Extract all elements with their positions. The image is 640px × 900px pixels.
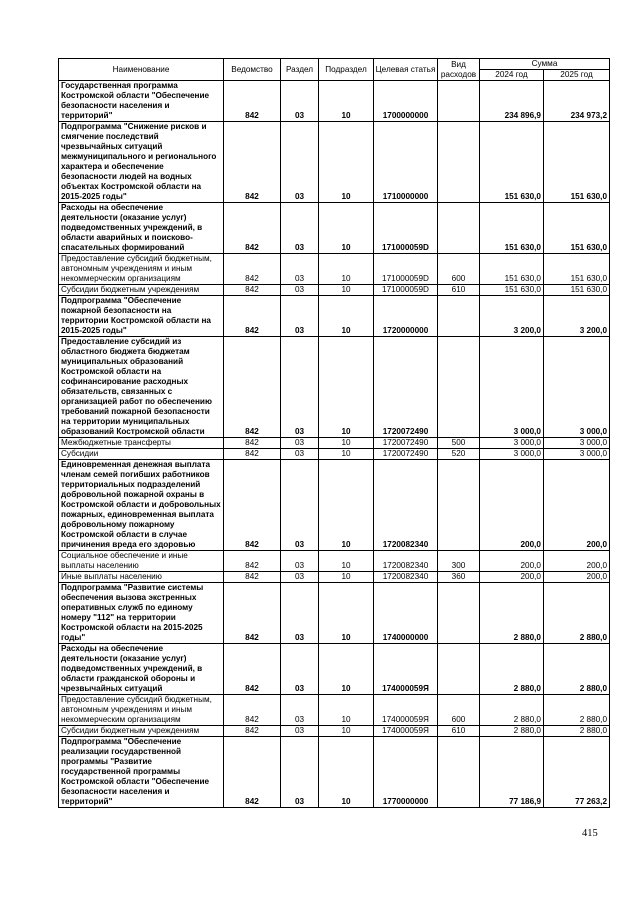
cell-sum-2024: 3 000,0 [480,449,544,460]
cell-section: 03 [281,726,319,737]
cell-target: 171000059D [374,285,438,296]
cell-section: 03 [281,460,319,551]
cell-exp-type [438,81,480,122]
cell-section: 03 [281,122,319,203]
table-row [59,460,610,551]
table-row [59,583,610,644]
cell-name: Субсидии бюджетным учреждениям [59,285,224,296]
table-row [59,337,610,438]
cell-exp-type [438,122,480,203]
cell-name: Предоставление субсидий из областного бюджета бюджетам муниципальных образований Костромской области на софинансирование расходных обязательств, связанных с организацией работ по обеспечению требований пожарной безопасности на территории муниципальных образований Костромской области [59,337,224,438]
cell-name: Подпрограмма "Обеспечение пожарной безопасности на территории Костромской области на 2015-2025 годы" [59,296,224,337]
cell-exp-type [438,296,480,337]
cell-dept: 842 [224,285,281,296]
header-sum: Сумма [480,59,610,70]
cell-exp-type: 600 [438,254,480,285]
cell-dept: 842 [224,737,281,808]
cell-subsection: 10 [319,285,374,296]
cell-section: 03 [281,551,319,572]
cell-target: 174000059Я [374,695,438,726]
cell-name: Субсидии [59,449,224,460]
cell-target: 1720000000 [374,296,438,337]
cell-exp-type [438,203,480,254]
cell-sum-2025: 3 000,0 [544,337,610,438]
cell-sum-2024: 200,0 [480,460,544,551]
cell-subsection: 10 [319,551,374,572]
table-row [59,644,610,695]
cell-sum-2025: 200,0 [544,551,610,572]
cell-dept: 842 [224,438,281,449]
cell-dept: 842 [224,254,281,285]
cell-sum-2025: 200,0 [544,460,610,551]
cell-dept: 842 [224,572,281,583]
budget-table [58,58,610,808]
cell-exp-type [438,583,480,644]
cell-sum-2025: 151 630,0 [544,254,610,285]
cell-target: 1720072490 [374,337,438,438]
cell-dept: 842 [224,296,281,337]
cell-name: Социальное обеспечение и иные выплаты населению [59,551,224,572]
cell-dept: 842 [224,644,281,695]
header-target: Целевая статья [374,59,438,81]
cell-section: 03 [281,203,319,254]
cell-subsection: 10 [319,695,374,726]
cell-section: 03 [281,81,319,122]
cell-name: Иные выплаты населению [59,572,224,583]
table-body [59,81,610,808]
cell-exp-type: 610 [438,726,480,737]
cell-sum-2024: 151 630,0 [480,285,544,296]
table-row [59,203,610,254]
table-row [59,438,610,449]
cell-exp-type: 500 [438,438,480,449]
cell-subsection: 10 [319,203,374,254]
cell-subsection: 10 [319,122,374,203]
cell-target: 1720082340 [374,460,438,551]
cell-dept: 842 [224,81,281,122]
cell-name: Подпрограмма "Снижение рисков и смягчение последствий чрезвычайных ситуаций межмуниципального и регионального характера и обеспечение безопасности людей на водных объектах Костромской области на 2015-2025 годы" [59,122,224,203]
cell-section: 03 [281,572,319,583]
cell-dept: 842 [224,203,281,254]
cell-sum-2024: 234 896,9 [480,81,544,122]
cell-exp-type: 520 [438,449,480,460]
table-row [59,726,610,737]
cell-sum-2024: 151 630,0 [480,122,544,203]
cell-section: 03 [281,644,319,695]
cell-exp-type: 300 [438,551,480,572]
cell-name: Субсидии бюджетным учреждениям [59,726,224,737]
cell-target: 1720082340 [374,551,438,572]
cell-subsection: 10 [319,644,374,695]
cell-exp-type: 360 [438,572,480,583]
table-row [59,81,610,122]
cell-sum-2024: 2 880,0 [480,583,544,644]
cell-subsection: 10 [319,81,374,122]
cell-exp-type [438,644,480,695]
cell-sum-2025: 234 973,2 [544,81,610,122]
cell-subsection: 10 [319,737,374,808]
page-number: 415 [582,828,598,839]
cell-target: 1720082340 [374,572,438,583]
cell-exp-type: 610 [438,285,480,296]
cell-dept: 842 [224,695,281,726]
cell-section: 03 [281,285,319,296]
cell-sum-2025: 3 200,0 [544,296,610,337]
header-subsection: Подраздел [319,59,374,81]
cell-sum-2025: 151 630,0 [544,203,610,254]
cell-sum-2025: 2 880,0 [544,695,610,726]
cell-dept: 842 [224,551,281,572]
cell-dept: 842 [224,337,281,438]
cell-section: 03 [281,296,319,337]
cell-exp-type [438,337,480,438]
cell-name: Подпрограмма "Развитие системы обеспечения вызова экстренных оперативных служб по единому номеру "112" на территории Костромской области на 2015-2025 годы" [59,583,224,644]
cell-sum-2024: 2 880,0 [480,695,544,726]
table-row [59,122,610,203]
cell-name: Предоставление субсидий бюджетным, автономным учреждениям и иным некоммерческим организациям [59,254,224,285]
cell-name: Подпрограмма "Обеспечение реализации государственной программы "Развитие государственной программы Костромской области "Обеспечение безопасности населения и территорий" [59,737,224,808]
table-row [59,551,610,572]
cell-sum-2025: 2 880,0 [544,644,610,695]
cell-target: 1770000000 [374,737,438,808]
cell-sum-2025: 77 263,2 [544,737,610,808]
cell-sum-2024: 3 200,0 [480,296,544,337]
cell-name: Межбюджетные трансферты [59,438,224,449]
header-name: Наименование [59,59,224,81]
cell-section: 03 [281,583,319,644]
cell-section: 03 [281,449,319,460]
cell-sum-2025: 200,0 [544,572,610,583]
cell-target: 1740000000 [374,583,438,644]
cell-subsection: 10 [319,337,374,438]
cell-dept: 842 [224,122,281,203]
cell-target: 1720072490 [374,438,438,449]
cell-section: 03 [281,254,319,285]
table-row [59,285,610,296]
cell-sum-2024: 200,0 [480,551,544,572]
header-year-2024: 2024 год [480,70,544,81]
cell-sum-2025: 2 880,0 [544,726,610,737]
header-exp-type: Вид расходов [438,59,480,81]
cell-target: 1720072490 [374,449,438,460]
cell-section: 03 [281,695,319,726]
cell-subsection: 10 [319,583,374,644]
cell-section: 03 [281,737,319,808]
table-row [59,737,610,808]
cell-subsection: 10 [319,726,374,737]
cell-exp-type [438,460,480,551]
cell-subsection: 10 [319,572,374,583]
table-row [59,449,610,460]
cell-subsection: 10 [319,460,374,551]
cell-sum-2024: 2 880,0 [480,726,544,737]
cell-sum-2024: 200,0 [480,572,544,583]
cell-sum-2024: 151 630,0 [480,203,544,254]
cell-target: 1710000000 [374,122,438,203]
cell-subsection: 10 [319,296,374,337]
cell-name: Единовременная денежная выплата членам семей погибших работников территориальных подразделений добровольной пожарной охраны в Костромской области и добровольных пожарных, единовременная выплата добровольному пожарному Костромской области в случае причинения вреда его здоровью [59,460,224,551]
cell-name: Государственная программа Костромской области "Обеспечение безопасности населения и территорий" [59,81,224,122]
cell-dept: 842 [224,449,281,460]
cell-sum-2024: 151 630,0 [480,254,544,285]
header-section: Раздел [281,59,319,81]
table-row [59,695,610,726]
cell-sum-2025: 2 880,0 [544,583,610,644]
cell-sum-2025: 3 000,0 [544,438,610,449]
header-year-2025: 2025 год [544,70,610,81]
cell-sum-2025: 151 630,0 [544,122,610,203]
cell-name: Предоставление субсидий бюджетным, автономным учреждениям и иным некоммерческим организациям [59,695,224,726]
cell-target: 1700000000 [374,81,438,122]
cell-sum-2025: 3 000,0 [544,449,610,460]
cell-sum-2024: 3 000,0 [480,438,544,449]
cell-target: 171000059D [374,203,438,254]
cell-subsection: 10 [319,254,374,285]
table-row [59,572,610,583]
cell-sum-2025: 151 630,0 [544,285,610,296]
cell-sum-2024: 77 186,9 [480,737,544,808]
cell-dept: 842 [224,460,281,551]
cell-dept: 842 [224,583,281,644]
table-row [59,254,610,285]
cell-target: 171000059D [374,254,438,285]
cell-sum-2024: 2 880,0 [480,644,544,695]
cell-name: Расходы на обеспечение деятельности (оказание услуг) подведомственных учреждений, в области гражданской обороны и чрезвычайных ситуаций [59,644,224,695]
cell-dept: 842 [224,726,281,737]
cell-exp-type [438,737,480,808]
cell-subsection: 10 [319,449,374,460]
cell-target: 174000059Я [374,726,438,737]
cell-subsection: 10 [319,438,374,449]
cell-section: 03 [281,337,319,438]
header-dept: Ведомство [224,59,281,81]
table-row [59,296,610,337]
cell-name: Расходы на обеспечение деятельности (оказание услуг) подведомственных учреждений, в области аварийных и поисково-спасательных формирований [59,203,224,254]
cell-sum-2024: 3 000,0 [480,337,544,438]
cell-section: 03 [281,438,319,449]
cell-target: 174000059Я [374,644,438,695]
cell-exp-type: 600 [438,695,480,726]
